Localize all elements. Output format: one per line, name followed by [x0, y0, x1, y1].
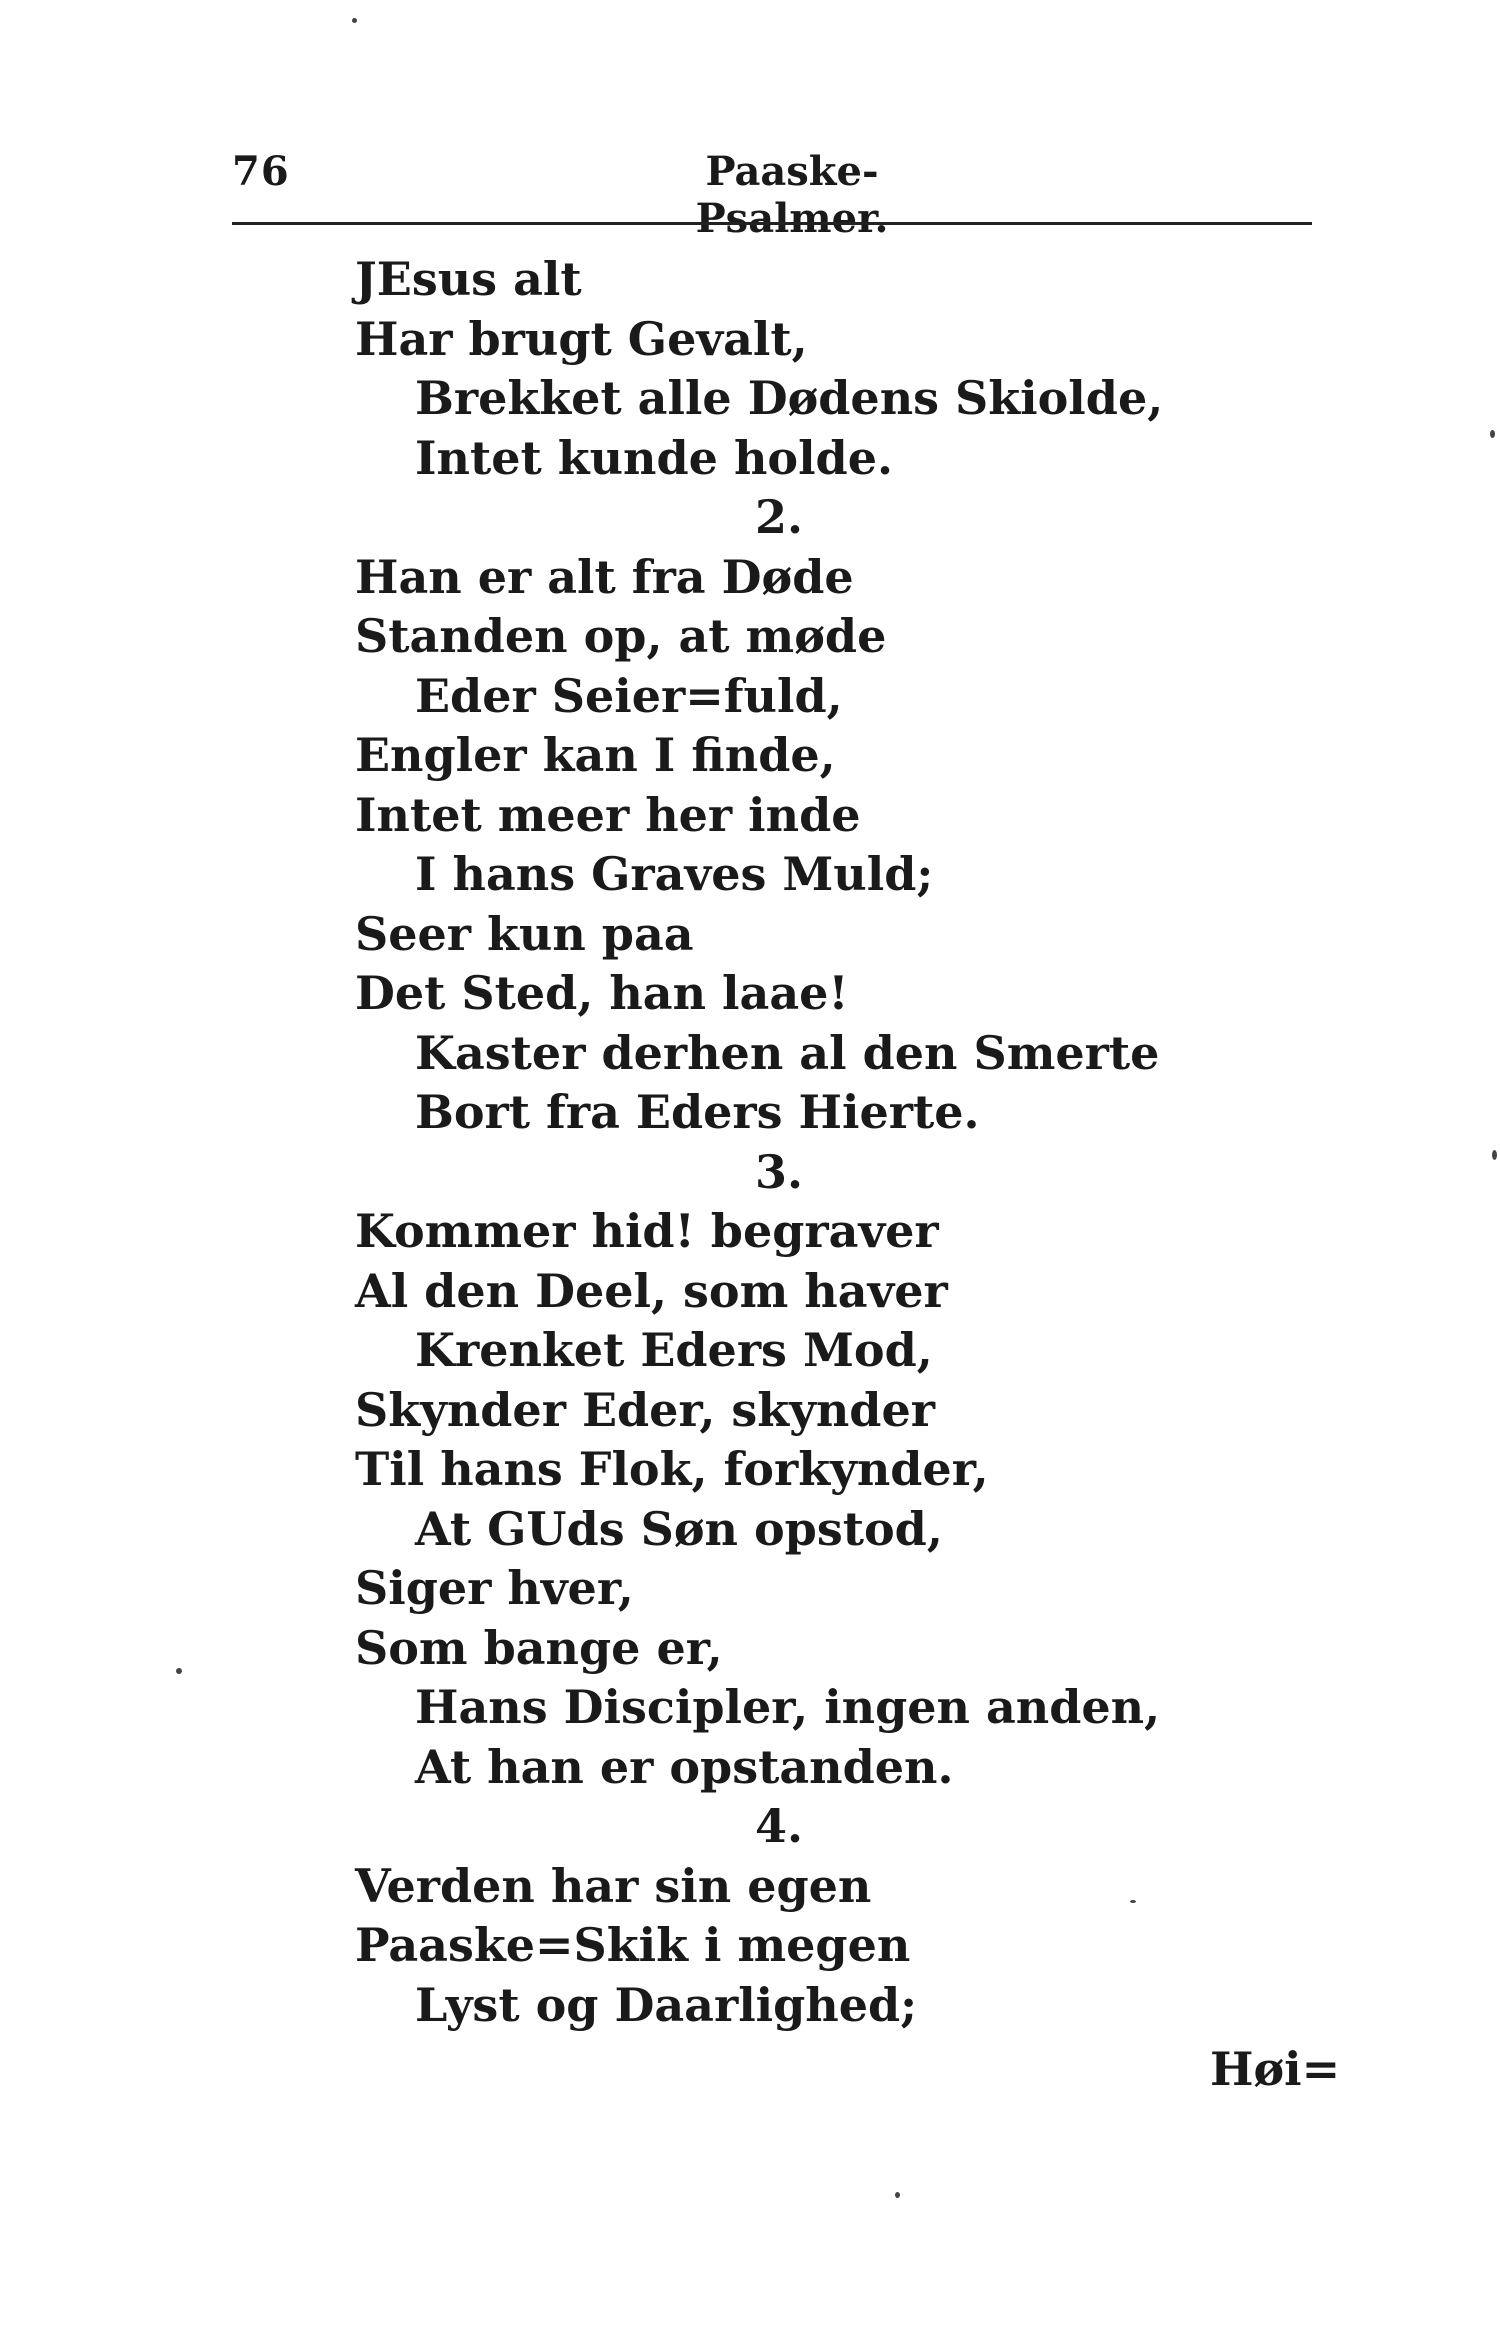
verse-line: Brekket alle Dødens Skiolde, — [415, 371, 1164, 425]
verse-number: 4. — [755, 1799, 804, 1853]
verse-number: 3. — [755, 1144, 804, 1199]
verse-line: Kaster derhen al den Smerte — [415, 1025, 1160, 1080]
verse-line: Engler kan I finde, — [355, 728, 836, 782]
verse-line: Intet kunde holde. — [415, 430, 893, 485]
verse-line: Som bange er, — [355, 1620, 723, 1675]
verse-line: Til hans Flok, forkynder, — [355, 1442, 989, 1496]
verse-line: Skynder Eder, skynder — [355, 1382, 935, 1437]
verse-line: JEsus alt — [355, 252, 582, 306]
verse-line: Lyst og Daarlighed; — [415, 1977, 918, 2032]
verse-line: Siger hver, — [355, 1561, 634, 1615]
verse-line: Intet meer her inde — [355, 787, 861, 842]
header-rule — [232, 222, 1312, 225]
print-speck — [1130, 1900, 1136, 1903]
verse-line: Verden har sin egen — [355, 1858, 872, 1913]
verse-line: Det Sted, han laae! — [355, 966, 849, 1020]
print-speck — [1490, 430, 1495, 438]
page-header — [232, 148, 1312, 242]
verse-line: Har brugt Gevalt, — [355, 311, 808, 366]
verse-line: Kommer hid! begraver — [355, 1204, 939, 1258]
print-speck — [176, 1668, 182, 1674]
print-speck — [895, 2192, 900, 2198]
hymn-text — [355, 250, 1255, 2035]
verse-line: Paaske=Skik i megen — [355, 1918, 911, 1972]
page-number: 76 — [232, 148, 290, 195]
verse-line: Seer kun paa — [355, 906, 694, 961]
catchword: Høi= — [1210, 2042, 1341, 2096]
verse-number: 2. — [755, 490, 804, 544]
print-speck — [1492, 1150, 1497, 1160]
verse-line: Standen op, at møde — [355, 609, 887, 663]
verse-line: Bort fra Eders Hierte. — [415, 1085, 980, 1139]
verse-line: Hans Discipler, ingen anden, — [415, 1680, 1161, 1734]
verse-line: Krenket Eders Mod, — [415, 1323, 933, 1377]
verse-line: At han er opstanden. — [415, 1739, 954, 1794]
verse-line: Al den Deel, som haver — [355, 1263, 948, 1318]
verse-line: At GUds Søn opstod, — [415, 1501, 943, 1556]
verse-line: Eder Seier=fuld, — [415, 668, 843, 723]
verse-line: I hans Graves Muld; — [415, 847, 934, 901]
running-title: Paaske-Psalmer. — [695, 148, 889, 242]
verse-line: Han er alt fra Døde — [355, 549, 854, 604]
print-speck — [352, 18, 357, 23]
